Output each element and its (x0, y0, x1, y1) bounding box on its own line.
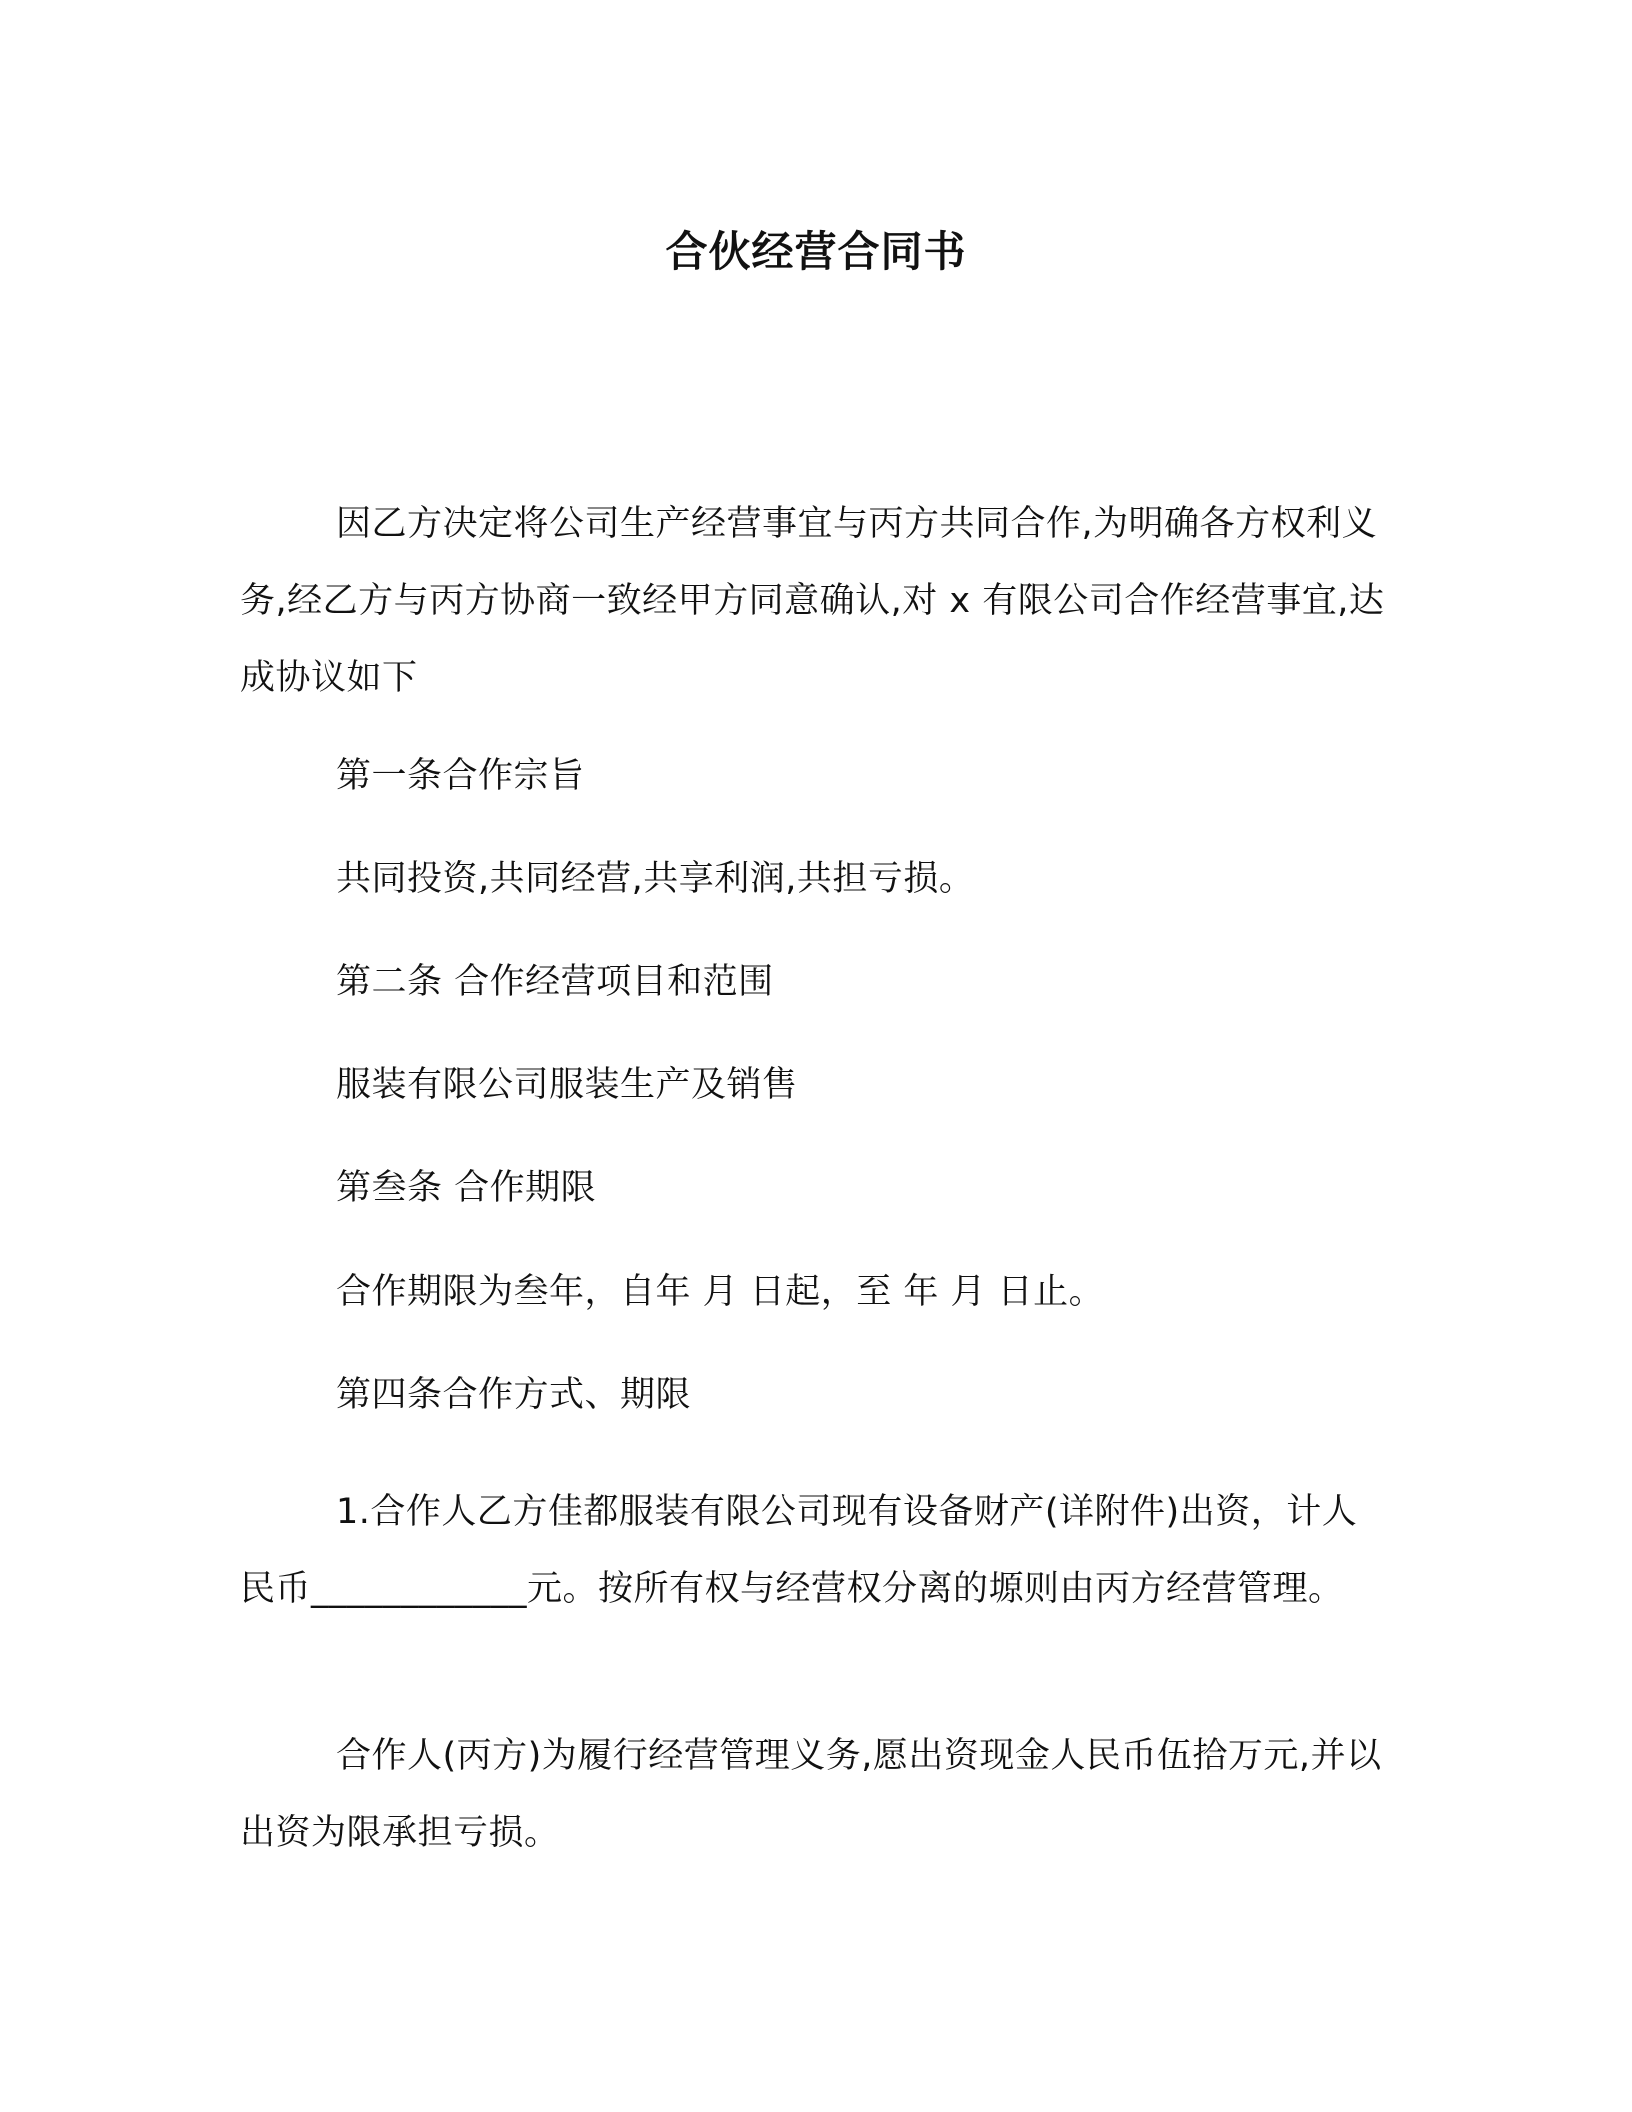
article-2-body: 服装有限公司服装生产及销售 (336, 1065, 798, 1105)
article-2-heading: 第二条 合作经营项目和范围 (336, 962, 774, 1002)
article-3-heading: 第叁条 合作期限 (336, 1168, 597, 1208)
article-1-heading: 第一条合作宗旨 (336, 756, 585, 796)
article-1-body: 共同投资,共同经营,共享利润,共担亏损。 (336, 859, 975, 899)
article-3-body: 合作期限为叁年，自年 月 日起，至 年 月 日止。 (336, 1272, 1105, 1312)
document-title: 合伙经营合同书 (665, 227, 967, 276)
article-4-heading: 第四条合作方式、期限 (336, 1375, 692, 1415)
article-4-item-1: 1.合作人乙方佳都服装有限公司现有设备财产(详附件)出资，计人民币____________元。按所有权与经营权分离的塬则由丙方经营管理。 (240, 1492, 1358, 1609)
intro-paragraph: 因乙方决定将公司生产经营事宜与丙方共同合作,为明确各方权利义务,经乙方与丙方协商一致经甲方同意确认,对 x 有限公司合作经营事宜,达成协议如下 (240, 504, 1385, 698)
article-4-item-2: 合作人(丙方)为履行经营管理义务,愿出资现金人民币伍拾万元,并以出资为限承担亏损。 (240, 1736, 1382, 1853)
